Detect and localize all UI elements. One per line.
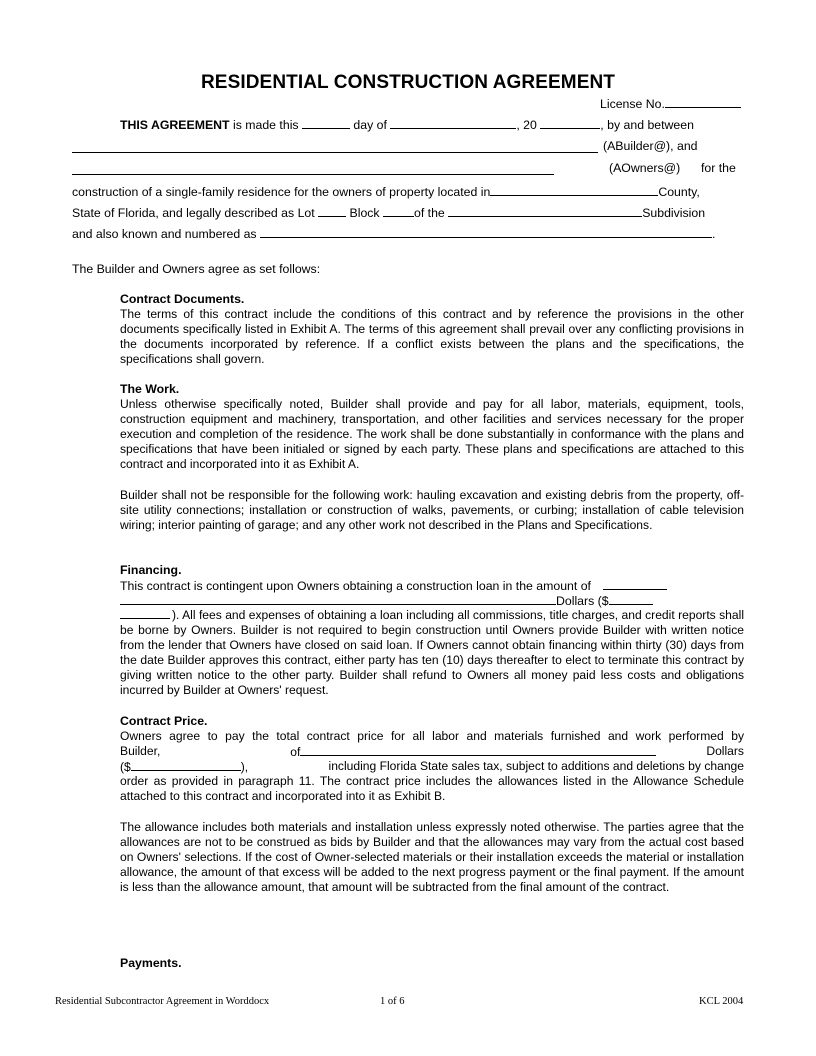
document-title: RESIDENTIAL CONSTRUCTION AGREEMENT — [200, 72, 616, 93]
financing-line-1 — [120, 578, 667, 594]
dollar-sign: ($ — [120, 760, 131, 774]
address-line — [72, 226, 715, 242]
day-blank — [302, 117, 350, 129]
paren-close: ), — [240, 760, 249, 774]
by-and-between-text: , by and between — [600, 118, 694, 132]
of-word: of — [290, 745, 301, 759]
license-line — [600, 96, 741, 112]
loan-amount-blank — [603, 578, 667, 590]
loan-words-blank — [120, 593, 556, 605]
owners-name-blank — [72, 160, 554, 175]
property-line — [72, 184, 700, 200]
lot-blank — [318, 205, 346, 217]
price-words-group — [290, 744, 656, 760]
subdivision-text: Subdivision — [642, 206, 706, 220]
agreement-line — [120, 117, 694, 133]
builder-name-blank — [72, 138, 598, 153]
subdivision-blank — [448, 205, 642, 217]
price-figure-group — [120, 759, 248, 775]
the-work-heading: The Work. — [120, 382, 180, 396]
for-the-text: for the — [701, 161, 736, 175]
loan-amount-text: This contract is contingent upon Owners obtaining a construction loan in the amount of — [120, 579, 591, 593]
contract-price-heading: Contract Price. — [120, 714, 208, 728]
state-text: State of Florida, and legally described as Lot — [72, 206, 319, 220]
financing-dollars-text: Dollars ($ — [556, 594, 609, 608]
legal-description-line — [72, 205, 705, 221]
footer-code: KCL 2004 — [699, 996, 744, 1007]
year-prefix: , 20 — [516, 118, 541, 132]
this-agreement-label: THIS AGREEMENT — [120, 118, 230, 132]
month-blank — [390, 117, 516, 129]
address-period: . — [712, 227, 716, 241]
property-location-blank — [490, 184, 658, 196]
price-words-blank — [300, 744, 656, 756]
builder-label: (ABuilder@), and — [603, 139, 698, 153]
including-text: including Florida State sales tax, subject to additions and deletions by change — [328, 759, 744, 773]
payments-heading: Payments. — [120, 956, 182, 970]
loan-figure-blank-continued — [120, 604, 170, 619]
known-as-text: and also known and numbered as — [72, 227, 260, 241]
construction-text: construction of a single-family residence for the owners of property located in — [72, 185, 491, 199]
footer-document-name: Residential Subcontractor Agreement in Worddocx — [55, 996, 270, 1007]
financing-line-2 — [120, 593, 653, 609]
agree-statement: The Builder and Owners agree as set follows: — [72, 262, 321, 276]
loan-figure-blank — [609, 593, 653, 605]
day-of-text: day of — [350, 118, 391, 132]
allowance-body: The allowance includes both materials and installation unless expressly noted otherwise. The parties agree that the allowances are not to be construed as bids by Builder and that the allowances may vary from the actual cost based on Owners' selections. If the cost of Owner-selected materials or their installation exceeds the material or installation allowance, the amount of that excess will be added to the next progress payment or the final payment. If the amount is less than the allowance amount, that amount will be subtracted from the final amount of the contract. — [120, 820, 744, 894]
of-the-text: of the — [414, 206, 449, 220]
contract-price-line-3 — [120, 759, 744, 775]
license-label: License No. — [600, 97, 665, 111]
block-text: Block — [346, 206, 383, 220]
made-text: is made this — [229, 118, 302, 132]
license-blank — [665, 96, 741, 108]
block-blank — [383, 205, 414, 217]
dollars-word: Dollars — [706, 744, 744, 758]
contract-documents-body: The terms of this contract include the conditions of this contract and by reference the provisions in the other documents specifically listed in Exhibit A. The terms of this agreement shall prevail over any conflicting provisions in the documents incorporated by reference. If a conflict exists between the plans and the specifications, the specifications shall govern. — [120, 307, 744, 366]
contract-documents-heading: Contract Documents. — [120, 292, 245, 306]
contract-price-body: order as provided in paragraph 11. The contract price includes the allowances listed in the Allowance Schedule attached to this contract and incorporated into it as Exhibit B. — [120, 774, 744, 803]
contract-price-line-2 — [120, 744, 744, 760]
footer-page-number: 1 of 6 — [380, 996, 405, 1007]
owners-label: (AOwners@) — [609, 161, 681, 175]
contract-price-line-1: Owners agree to pay the total contract price for all labor and materials furnished and work performed by — [120, 729, 744, 743]
county-text: County, — [658, 185, 700, 199]
financing-heading: Financing. — [120, 563, 182, 577]
financing-body: ). All fees and expenses of obtaining a loan including all commissions, title charges, and credit reports shall be borne by Owners. Builder is not required to begin construction until Owners provide Builder with written notice from the lender that Owners have closed on said loan. If Owners cannot obtain financing within thirty (30) days from the date Builder approves this contract, either party has ten (10) days thereafter to elect to terminate this contract by giving written notice to the other party. Builder shall refund to Owners all money paid less costs and obligations incurred by Builder at Owners' request. — [120, 608, 744, 697]
builder-word: Builder, — [120, 744, 161, 758]
address-blank — [260, 226, 712, 238]
the-work-body-1: Unless otherwise specifically noted, Builder shall provide and pay for all labor, materials, equipment, tools, construction equipment and machinery, transportation, and other facilities and services necessary for the proper execution and completion of the residence. The work shall be done substantially in conformance with the plans and specifications that have been initialed or signed by each party. These plans and specifications are attached to this contract and incorporated into it as Exhibit A. — [120, 397, 744, 471]
price-figure-blank — [131, 759, 241, 771]
the-work-body-2: Builder shall not be responsible for the following work: hauling excavation and existing debris from the property, off-site utility connections; installation or construction of walks, pavements, or curbing; installation of cable television wiring; interior painting of garage; and any other work not described in the Plans and Specifications. — [120, 488, 744, 532]
year-blank — [540, 117, 600, 129]
